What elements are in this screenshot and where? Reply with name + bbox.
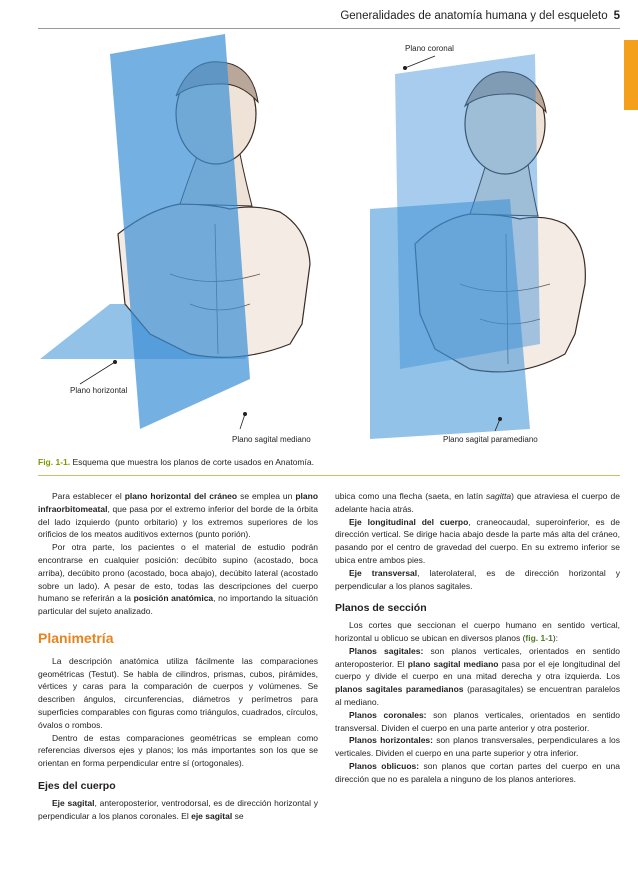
label-plano-sagital-mediano: Plano sagital mediano — [232, 435, 311, 444]
label-plano-coronal: Plano coronal — [405, 44, 454, 53]
running-header — [340, 10, 620, 22]
paragraph: Por otra parte, los pacientes o el material de estudio podrán encontrarse en cualquier posición: decúbito supino (acostado, boca arriba), decúbito prono (acostado, boca abajo), decúbito lateral (acostado sobre un lado). A pesar de esto, todas las descripciones del cuerpo humano se referirán a la posición anatómica, no importando la situación particular del sujeto analizado. — [38, 542, 318, 617]
paragraph: Para establecer el plano horizontal del cráneo se emplea un plano infraorbitomeatal, que pasa por el extremo inferior del borde de la órbita del lado izquierdo (punto orbitario) y los extremos superiores de los orificios de los meatos auditivos externos (punto porión). — [38, 491, 319, 540]
sagittal-paramedian-plane — [370, 199, 530, 439]
paragraph: La descripción anatómica utiliza fácilmente las comparaciones geométricas (Testut). Se habla de cilindros, prismas, cubos, pirámides, vértices y caras para la comparación de cuerpos y volúmenes. Se describen ángulos, circunferencias, diámetros y perímetros para superficies comparables con figuras como triángulos, cuadrados, círculos, óvalos o rombos. — [38, 655, 318, 730]
left-column — [38, 490, 318, 822]
label-plano-horizontal: Plano horizontal — [70, 386, 128, 395]
header-rule — [38, 28, 620, 29]
paragraph: Planos oblicuos: son planos que cortan partes del cuerpo en una dirección que no es paralela a ninguno de los planos anteriores. — [335, 760, 621, 784]
paragraph: Planos horizontales: son planos transversales, perpendiculares a los verticales. Dividen el cuerpo en una parte superior y otra inferior. — [335, 735, 620, 759]
heading-planos-de-seccion: Planos de sección — [335, 602, 427, 615]
sagittal-median-plane — [110, 34, 250, 429]
figure-caption — [38, 457, 314, 467]
figure-reference-link[interactable]: fig. 1-1 — [525, 632, 553, 643]
paragraph: Eje longitudinal del cuerpo, craneocaudal, superoinferior, es de dirección vertical. Se dirige hacia abajo desde la parte más alta del cráneo, pasando por el centro de gravedad del cuerpo. En su extremo inferior se ubica entre ambos pies. — [335, 516, 620, 565]
figure-number: Fig. 1-1. — [38, 457, 71, 467]
chapter-tab — [624, 40, 638, 110]
paragraph: Eje transversal, laterolateral, es de dirección horizontal y perpendicular a los planos sagitales. — [335, 567, 620, 591]
page-number: 5 — [613, 10, 620, 22]
heading-ejes-del-cuerpo: Ejes del cuerpo — [38, 779, 116, 792]
paragraph: Dentro de estas comparaciones geométricas se emplean como referencias diversos ejes y planos; los más importantes son los que se orientan en forma perpendicular entre sí (ortogonales). — [38, 732, 318, 769]
anatomy-planes-figure — [40, 34, 600, 454]
header-title: Generalidades de anatomía humana y del esqueleto — [340, 10, 608, 22]
paragraph: Planos coronales: son planos verticales, orientados en sentido transversal. Dividen el cuerpo en una parte anterior y otra posterior. — [335, 709, 620, 733]
label-plano-sagital-paramediano: Plano sagital paramediano — [443, 435, 538, 444]
caption-rule — [38, 475, 620, 476]
right-column — [335, 490, 620, 786]
caption-text: Esquema que muestra los planos de corte usados en Anatomía. — [72, 457, 314, 467]
heading-planimetria: Planimetría — [38, 629, 114, 646]
paragraph: ubica como una flecha (saeta, en latín sagitta) que atraviesa el cuerpo de adelante hacia atrás. — [335, 491, 621, 514]
paragraph: Planos sagitales: son planos verticales, orientados en sentido anteroposterior. El plano sagital mediano pasa por el eje longitudinal del cuerpo y divide el cuerpo en una mitad derecha y otra izquierda. Los planos sagitales paramedianos (parasagitales) se encuentran paralelos al mediano. — [335, 645, 620, 707]
paragraph: Los cortes que seccionan el cuerpo humano en sentido vertical, horizontal u oblicuo se ubican en diversos planos (fig. 1-1): — [335, 620, 620, 643]
paragraph: Eje sagital, anteroposterior, ventrodorsal, es de dirección horizontal y perpendicular a los planos coronales. El eje sagital se — [38, 797, 318, 821]
